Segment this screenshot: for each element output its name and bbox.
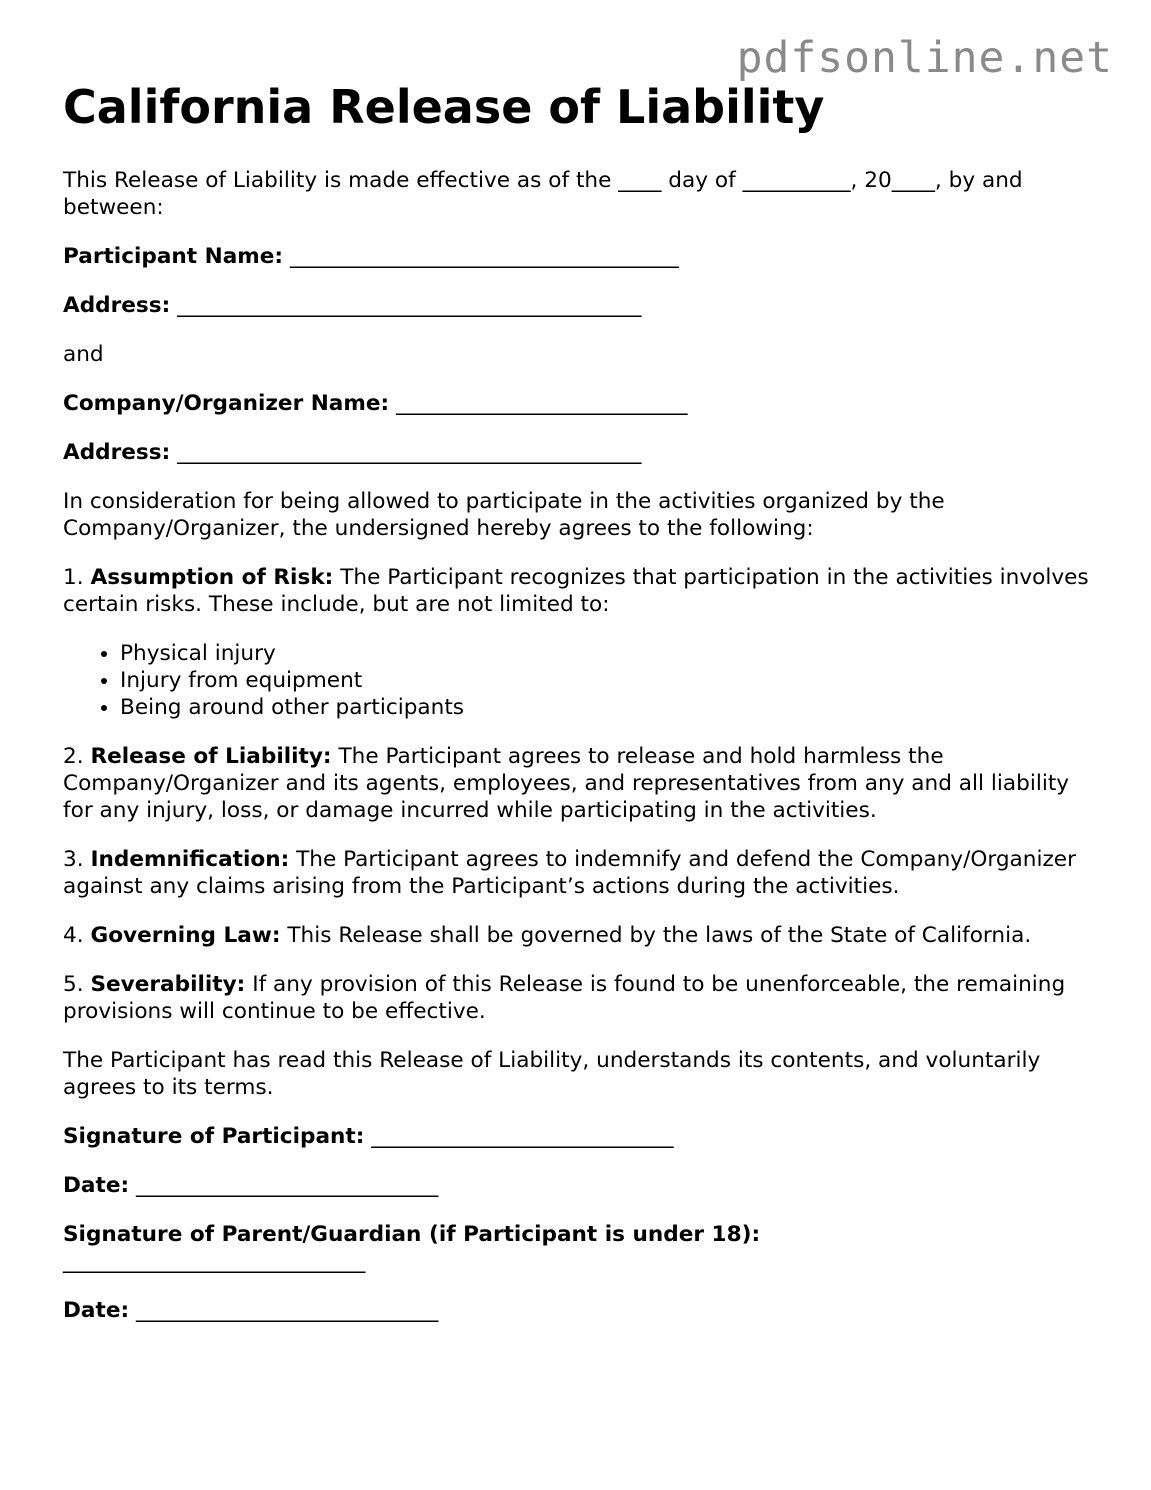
participant-address-field (63, 292, 1093, 319)
clause-3-number: 3. (63, 847, 84, 873)
clause-1 (63, 564, 1093, 618)
clause-2-heading: Release of Liability: (90, 744, 332, 770)
clause-1-heading: Assumption of Risk: (90, 565, 334, 591)
company-name-blank: ___________________________ (396, 391, 688, 417)
company-address-blank: ___________________________________________ (177, 440, 642, 466)
date-blank-2: ____________________________ (135, 1298, 439, 1324)
company-name-label: Company/Organizer Name: (63, 391, 390, 417)
clause-3-heading: Indemnification: (90, 847, 290, 873)
clause-3 (63, 846, 1093, 900)
participant-name-field (63, 243, 1093, 270)
consideration-paragraph: In consideration for being allowed to participate in the activities organized by the Company/Organizer, the undersigned hereby agrees to the following: (63, 489, 945, 542)
participant-name-blank: ____________________________________ (289, 244, 679, 270)
company-name-field (63, 390, 1093, 417)
participant-address-blank: ___________________________________________ (177, 293, 642, 319)
watermark: pdfsonline.net (736, 33, 1113, 83)
document-page (63, 80, 1093, 1346)
clause-1-number: 1. (63, 565, 84, 591)
clause-4-heading: Governing Law: (90, 923, 281, 949)
participant-signature-field (63, 1123, 1093, 1150)
risk-list (63, 640, 1093, 721)
clause-5 (63, 971, 1093, 1025)
list-item: • Physical injury (120, 640, 1093, 667)
company-address-field (63, 439, 1093, 466)
clause-5-text: If any provision of this Release is found to be unenforceable, the remaining provisions will continue to be effective. (63, 972, 1066, 1025)
date-label-2: Date: (63, 1298, 130, 1324)
clause-4 (63, 922, 1093, 949)
participant-address-label: Address: (63, 293, 171, 319)
company-address-label: Address: (63, 440, 171, 466)
clause-5-number: 5. (63, 972, 84, 998)
clause-2 (63, 743, 1093, 824)
and-text: and (63, 342, 104, 368)
intro-paragraph: This Release of Liability is made effective as of the ____ day of __________, 20____, by and between: (63, 168, 1023, 221)
list-item: • Being around other participants (120, 694, 1093, 721)
participant-name-label: Participant Name: (63, 244, 284, 270)
participant-signature-blank: ____________________________ (371, 1124, 674, 1150)
clause-5-heading: Severability: (90, 972, 246, 998)
date-blank-1: ____________________________ (135, 1173, 439, 1199)
acknowledgement-paragraph: The Participant has read this Release of Liability, understands its contents, and voluntarily agrees to its terms. (63, 1048, 1041, 1101)
participant-signature-label: Signature of Participant: (63, 1124, 365, 1150)
date-field-1 (63, 1172, 1093, 1199)
guardian-signature-field (63, 1221, 1093, 1275)
clause-3-text: The Participant agrees to indemnify and defend the Company/Organizer against any claims arising from the Participant’s actions during the activities. (63, 847, 1076, 900)
date-label-1: Date: (63, 1173, 130, 1199)
clause-2-text: The Participant agrees to release and hold harmless the Company/Organizer and its agents, employees, and representatives from any and all liability for any injury, loss, or damage incurred while participating in the activities. (63, 744, 1070, 824)
date-field-2 (63, 1297, 1093, 1324)
clause-1-text: The Participant recognizes that participation in the activities involves certain risks. These include, but are not limited to: (63, 565, 1089, 618)
clause-4-number: 4. (63, 923, 84, 949)
clause-2-number: 2. (63, 744, 84, 770)
guardian-signature-label: Signature of Parent/Guardian (if Participant is under 18): (63, 1222, 761, 1248)
document-title: California Release of Liability (63, 80, 825, 134)
list-item: • Injury from equipment (120, 667, 1093, 694)
guardian-signature-blank: ____________________________ (63, 1249, 366, 1275)
clause-4-text: This Release shall be governed by the laws of the State of California. (287, 923, 1032, 949)
